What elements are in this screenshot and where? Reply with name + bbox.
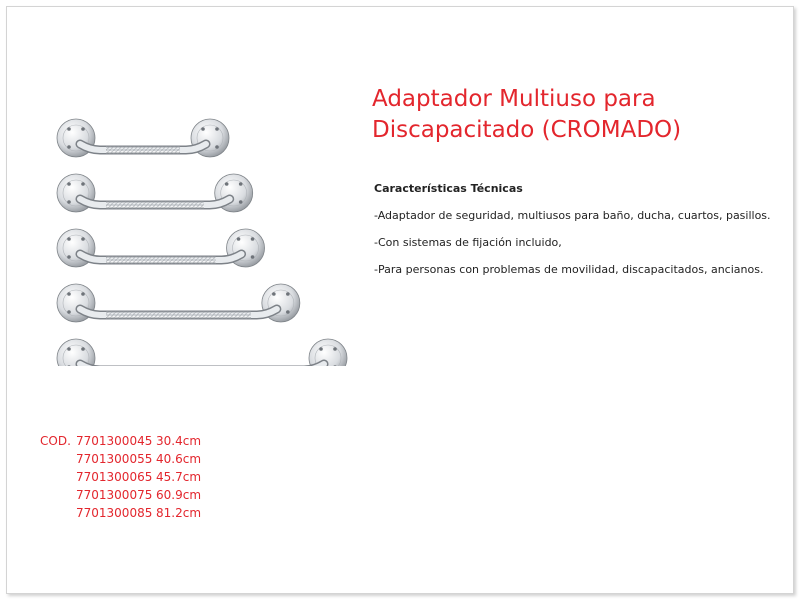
code-row <box>40 504 201 522</box>
code-size: 30.4cm <box>156 434 202 448</box>
grab-bar <box>57 229 265 267</box>
code-size: 45.7cm <box>156 470 202 484</box>
spec-line: -Para personas con problemas de movilidad, discapacitados, ancianos. <box>374 263 764 276</box>
specs-section <box>374 182 784 290</box>
code-size: 40.6cm <box>156 452 202 466</box>
code-row <box>40 468 201 486</box>
grab-bars-image <box>56 116 356 366</box>
product-title: Adaptador Multiuso para Discapacitado (CROMADO) <box>372 86 682 143</box>
code-number: 7701300055 <box>76 452 153 466</box>
code-prefix: COD. <box>40 434 71 448</box>
code-size: 60.9cm <box>156 488 202 502</box>
grab-bar <box>57 119 229 157</box>
code-row <box>40 432 201 450</box>
code-number: 7701300085 <box>76 506 153 520</box>
spec-line: -Con sistemas de fijación incluido, <box>374 236 562 249</box>
specs-heading: Características Técnicas <box>374 182 523 195</box>
code-number: 7701300045 <box>76 434 153 448</box>
code-number: 7701300065 <box>76 470 153 484</box>
grab-bar <box>57 174 253 212</box>
code-row <box>40 486 201 504</box>
product-codes <box>40 432 201 522</box>
grab-bar <box>57 339 347 366</box>
grab-bar <box>57 284 300 322</box>
code-size: 81.2cm <box>156 506 202 520</box>
code-number: 7701300075 <box>76 488 153 502</box>
code-row <box>40 450 201 468</box>
spec-line: -Adaptador de seguridad, multiusos para baño, ducha, cuartos, pasillos. <box>374 209 771 222</box>
